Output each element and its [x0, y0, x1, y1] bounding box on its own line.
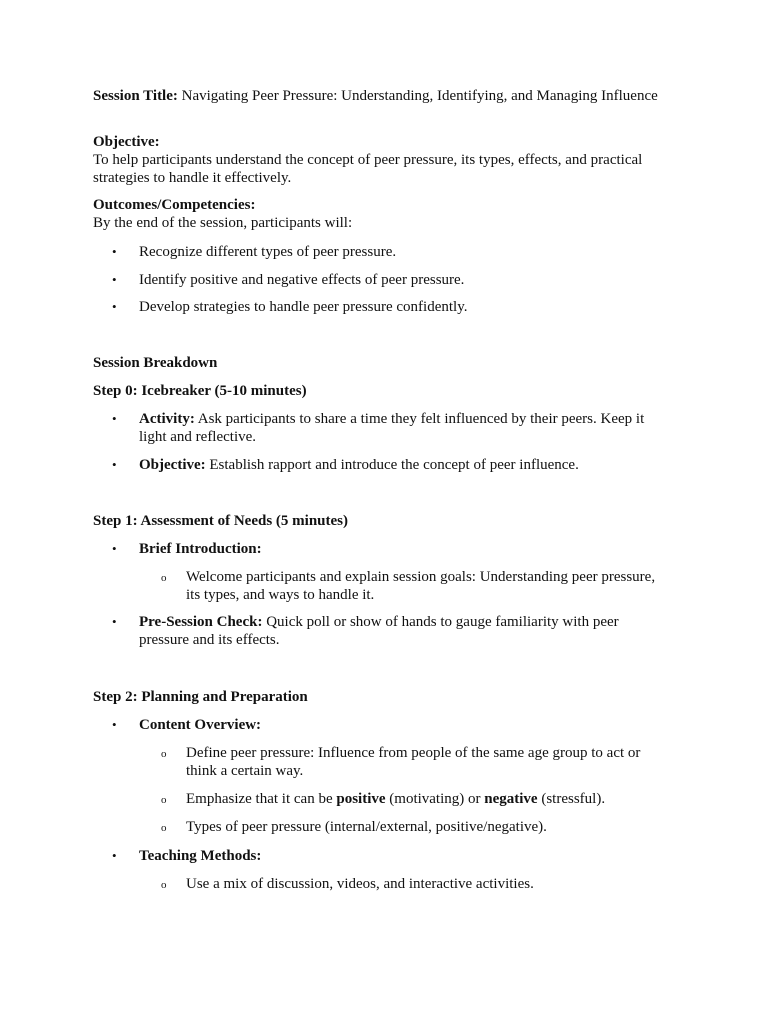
outcome-item: Develop strategies to handle peer pressure confidently.	[139, 299, 468, 315]
step2-heading: Step 2: Planning and Preparation	[93, 689, 308, 705]
session-title	[93, 87, 670, 105]
step1-pre-session-check: Pre-Session Check: Quick poll or show of hands to gauge familiarity with peer pressure and its effects.	[139, 614, 619, 648]
list-item	[112, 298, 670, 316]
circle-bullet-icon: o	[161, 822, 167, 834]
bullet-icon: •	[112, 411, 117, 426]
step2-content-sub1: Define peer pressure: Influence from people of the same age group to act or think a certain way.	[186, 745, 641, 779]
step1-heading: Step 1: Assessment of Needs (5 minutes)	[93, 513, 348, 529]
outcome-item: Recognize different types of peer pressure.	[139, 244, 397, 260]
bullet-icon: •	[112, 848, 117, 863]
outcomes-heading: Outcomes/Competencies:	[93, 197, 256, 213]
sub-list-item	[161, 875, 670, 893]
outcomes-intro: By the end of the session, participants will:	[93, 215, 353, 231]
bullet-icon: •	[112, 272, 117, 287]
step2-teaching-sub1: Use a mix of discussion, videos, and interactive activities.	[186, 876, 534, 892]
bullet-icon: •	[112, 244, 117, 259]
session-title-label: Session Title:	[93, 88, 178, 104]
sub-list-item	[161, 744, 670, 780]
circle-bullet-icon: o	[161, 879, 167, 891]
list-item	[112, 540, 670, 558]
sub-list-item	[161, 818, 670, 836]
bullet-icon: •	[112, 717, 117, 732]
list-item	[112, 613, 670, 649]
session-breakdown-heading: Session Breakdown	[93, 355, 218, 371]
objective-text: To help participants understand the concept of peer pressure, its types, effects, and practical strategies to handle it effectively.	[93, 152, 643, 186]
step2-content-overview: Content Overview:	[139, 717, 262, 733]
circle-bullet-icon: o	[161, 572, 167, 584]
circle-bullet-icon: o	[161, 794, 167, 806]
step0-activity: Activity: Ask participants to share a time they felt influenced by their peers. Keep it light and reflective.	[139, 411, 645, 445]
bullet-icon: •	[112, 299, 117, 314]
circle-bullet-icon: o	[161, 748, 167, 760]
step2-teaching-methods: Teaching Methods:	[139, 848, 262, 864]
sub-list-item	[161, 568, 670, 604]
bullet-icon: •	[112, 541, 117, 556]
step0-heading: Step 0: Icebreaker (5-10 minutes)	[93, 383, 307, 399]
list-item	[112, 456, 670, 474]
step1-brief-intro: Brief Introduction:	[139, 541, 262, 557]
step1-brief-sub: Welcome participants and explain session goals: Understanding peer pressure, its types, and ways to handle it.	[186, 569, 656, 603]
objective-heading: Objective:	[93, 134, 160, 150]
bullet-icon: •	[112, 457, 117, 472]
step2-content-sub2: Emphasize that it can be positive (motivating) or negative (stressful).	[186, 791, 606, 807]
list-item	[112, 716, 670, 734]
list-item	[112, 410, 670, 446]
list-item	[112, 847, 670, 865]
list-item	[112, 243, 670, 261]
outcome-item: Identify positive and negative effects of peer pressure.	[139, 272, 465, 288]
sub-list-item	[161, 790, 670, 808]
session-title-text: Navigating Peer Pressure: Understanding, Identifying, and Managing Influence	[177, 88, 658, 104]
step0-objective: Objective: Establish rapport and introduce the concept of peer influence.	[139, 457, 579, 473]
bullet-icon: •	[112, 614, 117, 629]
step2-content-sub3: Types of peer pressure (internal/external, positive/negative).	[186, 819, 547, 835]
list-item	[112, 271, 670, 289]
